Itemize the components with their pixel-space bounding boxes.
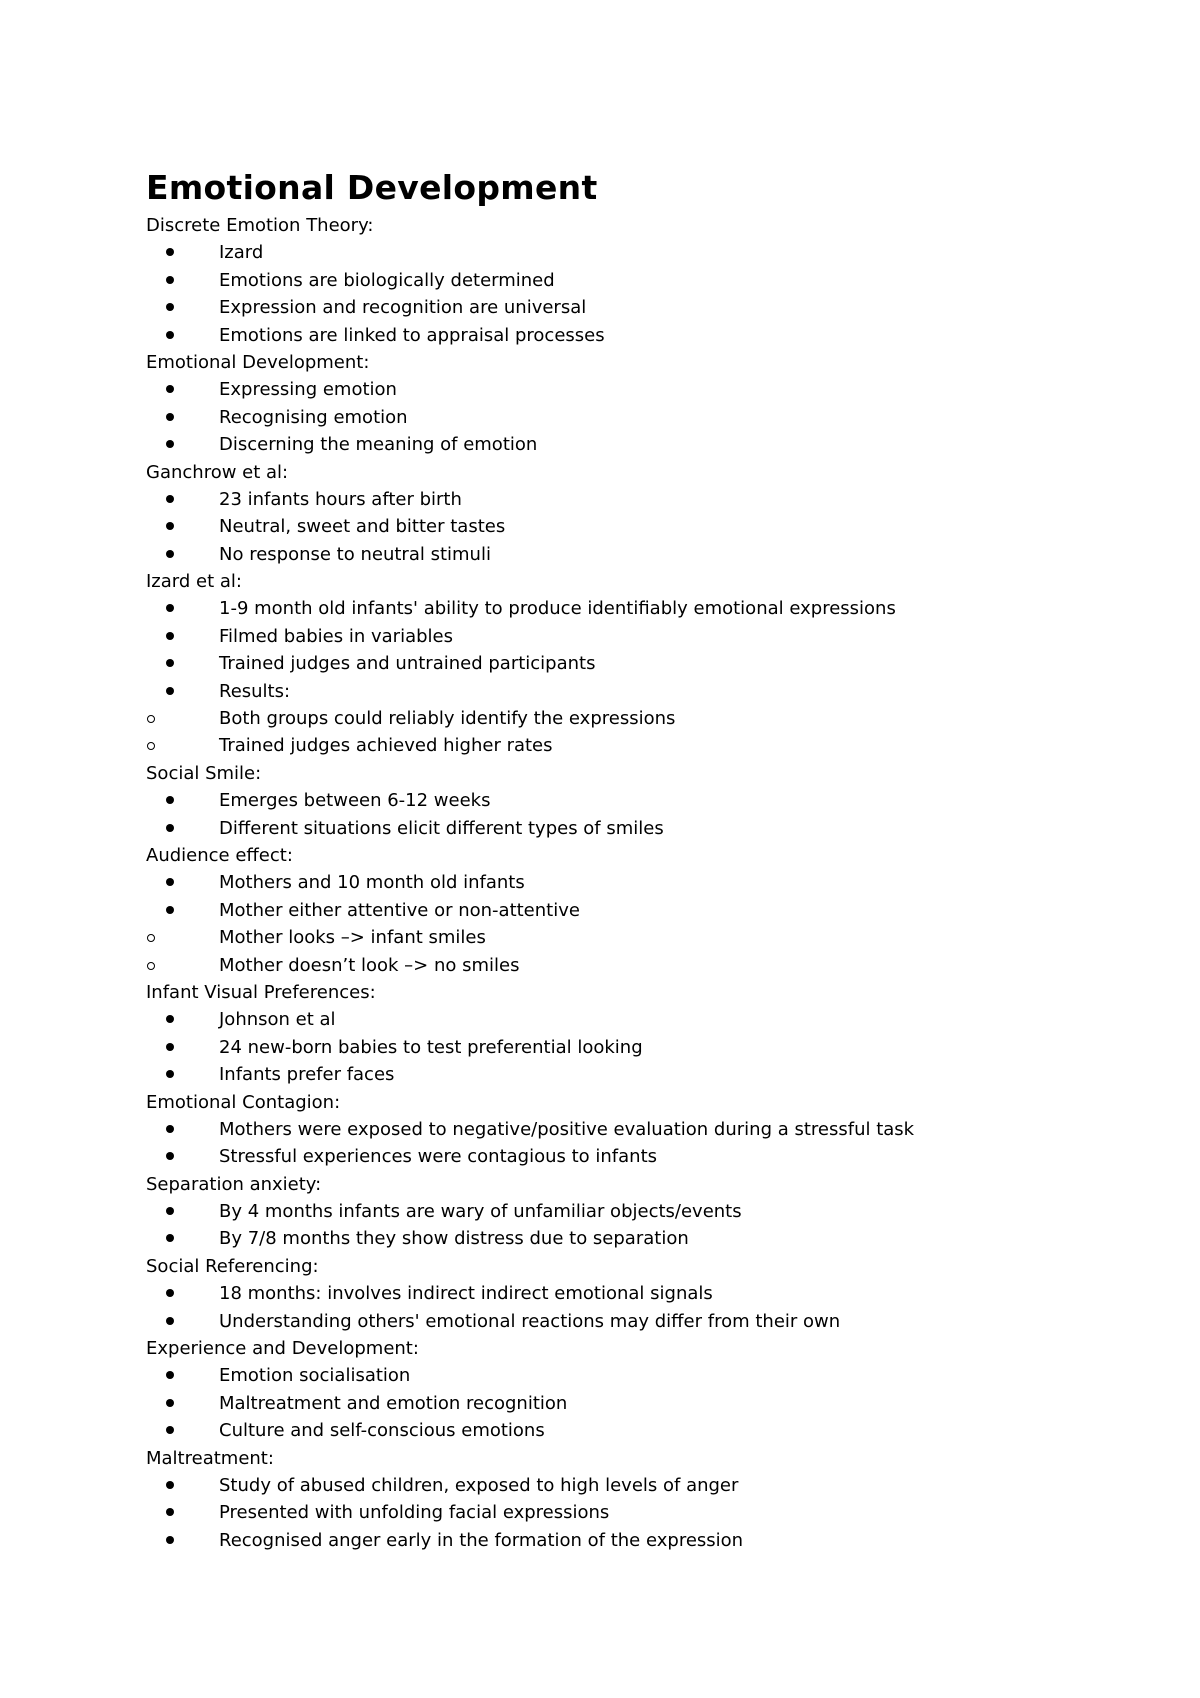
bullet-text: Emotions are biologically determined	[219, 269, 555, 291]
section-heading: Izard et al:	[146, 571, 242, 593]
bullet-text: By 4 months infants are wary of unfamiliar objects/events	[219, 1201, 742, 1223]
section-heading: Emotional Development:	[146, 351, 370, 373]
bullet-item	[146, 1225, 1146, 1252]
section-heading: Social Referencing:	[146, 1255, 319, 1277]
bullet-item	[146, 404, 1146, 431]
bullet-item	[146, 1143, 1146, 1170]
bullet-dot-icon	[166, 687, 174, 695]
bullet-item	[146, 1362, 1146, 1389]
bullet-dot-icon	[166, 522, 174, 530]
bullet-text: Study of abused children, exposed to high levels of anger	[219, 1474, 739, 1496]
bullet-item	[146, 1527, 1146, 1554]
bullet-dot-icon	[166, 413, 174, 421]
bullet-text: Recognising emotion	[219, 406, 408, 428]
bullet-dot-icon	[166, 1152, 174, 1160]
hollow-circle-icon	[147, 742, 155, 750]
bullet-dot-icon	[166, 604, 174, 612]
bullet-dot-icon	[166, 1536, 174, 1544]
bullet-list	[146, 486, 1146, 568]
bullet-item	[146, 1390, 1146, 1417]
sub-bullet-item	[73, 732, 1146, 759]
bullet-dot-icon	[166, 906, 174, 914]
bullet-dot-icon	[166, 1234, 174, 1242]
sub-bullet-item	[73, 924, 1146, 951]
bullet-text: Emerges between 6-12 weeks	[219, 790, 491, 812]
bullet-item	[146, 1061, 1146, 1088]
bullet-dot-icon	[166, 331, 174, 339]
bullet-dot-icon	[166, 1070, 174, 1078]
bullet-item	[146, 1034, 1146, 1061]
bullet-item	[146, 1499, 1146, 1526]
bullet-text: Maltreatment and emotion recognition	[219, 1392, 568, 1414]
hollow-circle-icon	[147, 962, 155, 970]
bullet-text: Culture and self-conscious emotions	[219, 1420, 545, 1442]
hollow-circle-icon	[147, 715, 155, 723]
bullet-dot-icon	[166, 1481, 174, 1489]
bullet-dot-icon	[166, 1371, 174, 1379]
bullet-item	[146, 1308, 1146, 1335]
sub-bullet-text: Trained judges achieved higher rates	[219, 735, 553, 757]
section-heading: Social Smile:	[146, 762, 262, 784]
bullet-list	[146, 1472, 1146, 1554]
bullet-dot-icon	[166, 796, 174, 804]
section-heading: Emotional Contagion:	[146, 1091, 341, 1113]
bullet-dot-icon	[166, 1043, 174, 1051]
bullet-text: Mothers were exposed to negative/positive evaluation during a stressful task	[219, 1118, 915, 1140]
bullet-item	[146, 869, 1146, 896]
bullet-list	[146, 595, 1146, 759]
bullet-text: Recognised anger early in the formation of the expression	[219, 1529, 744, 1551]
section-heading: Experience and Development:	[146, 1338, 419, 1360]
document-body	[146, 212, 1146, 1554]
hollow-circle-icon	[147, 934, 155, 942]
bullet-item	[146, 486, 1146, 513]
bullet-dot-icon	[166, 248, 174, 256]
section-heading: Maltreatment:	[146, 1447, 274, 1469]
bullet-dot-icon	[166, 385, 174, 393]
bullet-item	[146, 513, 1146, 540]
bullet-text: By 7/8 months they show distress due to separation	[219, 1228, 689, 1250]
bullet-text: Infants prefer faces	[219, 1064, 395, 1086]
bullet-dot-icon	[166, 1289, 174, 1297]
bullet-item	[146, 1198, 1146, 1225]
bullet-list	[146, 1116, 1146, 1171]
bullet-text: Discerning the meaning of emotion	[219, 434, 538, 456]
bullet-text: Johnson et al	[219, 1009, 336, 1031]
bullet-dot-icon	[166, 550, 174, 558]
section-heading: Infant Visual Preferences:	[146, 981, 376, 1003]
bullet-list	[146, 1198, 1146, 1253]
bullet-list	[146, 1280, 1146, 1335]
bullet-item	[146, 431, 1146, 458]
bullet-list	[146, 1362, 1146, 1444]
bullet-list	[146, 787, 1146, 842]
section-heading: Separation anxiety:	[146, 1173, 322, 1195]
bullet-dot-icon	[166, 1426, 174, 1434]
bullet-item	[146, 239, 1146, 266]
bullet-item	[146, 322, 1146, 349]
bullet-dot-icon	[166, 276, 174, 284]
bullet-item	[146, 1280, 1146, 1307]
bullet-text: 24 new-born babies to test preferential looking	[219, 1036, 643, 1058]
bullet-item	[146, 1006, 1146, 1033]
bullet-item	[146, 1417, 1146, 1444]
bullet-item	[146, 623, 1146, 650]
bullet-item	[146, 787, 1146, 814]
bullet-item	[146, 1472, 1146, 1499]
bullet-text: Presented with unfolding facial expressions	[219, 1502, 610, 1524]
bullet-text: 23 infants hours after birth	[219, 488, 462, 510]
bullet-text: Different situations elicit different types of smiles	[219, 817, 664, 839]
bullet-item	[146, 541, 1146, 568]
sub-bullet-item	[73, 952, 1146, 979]
section-heading: Ganchrow et al:	[146, 461, 289, 483]
bullet-item	[146, 595, 1146, 622]
bullet-item	[146, 897, 1146, 924]
bullet-text: Expressing emotion	[219, 379, 397, 401]
bullet-item	[146, 294, 1146, 321]
bullet-dot-icon	[166, 824, 174, 832]
bullet-dot-icon	[166, 1125, 174, 1133]
bullet-list	[146, 869, 1146, 979]
bullet-dot-icon	[166, 1207, 174, 1215]
bullet-dot-icon	[166, 495, 174, 503]
sub-bullet-item	[73, 705, 1146, 732]
bullet-item	[146, 376, 1146, 403]
bullet-item	[146, 650, 1146, 677]
sub-bullet-text: Both groups could reliably identify the expressions	[219, 708, 676, 730]
bullet-dot-icon	[166, 632, 174, 640]
bullet-item	[146, 267, 1146, 294]
section-heading: Discrete Emotion Theory:	[146, 215, 374, 236]
bullet-dot-icon	[166, 878, 174, 886]
bullet-dot-icon	[166, 1015, 174, 1023]
bullet-dot-icon	[166, 1317, 174, 1325]
bullet-item	[146, 1116, 1146, 1143]
bullet-dot-icon	[166, 1399, 174, 1407]
bullet-list	[146, 239, 1146, 349]
bullet-dot-icon	[166, 659, 174, 667]
sub-bullet-text: Mother doesn’t look –> no smiles	[219, 954, 520, 976]
document-page	[146, 166, 1146, 1554]
bullet-text: Expression and recognition are universal	[219, 297, 587, 319]
bullet-dot-icon	[166, 440, 174, 448]
bullet-item	[146, 815, 1146, 842]
bullet-text: Emotions are linked to appraisal processes	[219, 324, 605, 346]
bullet-text: Mothers and 10 month old infants	[219, 872, 525, 894]
bullet-text: Izard	[219, 242, 264, 264]
bullet-text: Emotion socialisation	[219, 1365, 411, 1387]
document-title: Emotional Development	[146, 168, 598, 207]
bullet-dot-icon	[166, 303, 174, 311]
bullet-text: No response to neutral stimuli	[219, 543, 491, 565]
bullet-list	[146, 1006, 1146, 1088]
section-heading: Audience effect:	[146, 844, 293, 866]
bullet-item	[146, 678, 1146, 705]
bullet-text: Stressful experiences were contagious to infants	[219, 1146, 658, 1168]
bullet-text: 1-9 month old infants' ability to produce identifiably emotional expressions	[219, 598, 896, 620]
bullet-text: Results:	[219, 680, 291, 702]
bullet-text: 18 months: involves indirect indirect emotional signals	[219, 1283, 713, 1305]
bullet-text: Neutral, sweet and bitter tastes	[219, 516, 506, 538]
bullet-text: Trained judges and untrained participants	[219, 653, 596, 675]
sub-bullet-text: Mother looks –> infant smiles	[219, 927, 486, 949]
bullet-list	[146, 376, 1146, 458]
bullet-text: Understanding others' emotional reactions may differ from their own	[219, 1310, 841, 1332]
bullet-dot-icon	[166, 1508, 174, 1516]
bullet-text: Filmed babies in variables	[219, 625, 453, 647]
bullet-text: Mother either attentive or non-attentive	[219, 899, 580, 921]
